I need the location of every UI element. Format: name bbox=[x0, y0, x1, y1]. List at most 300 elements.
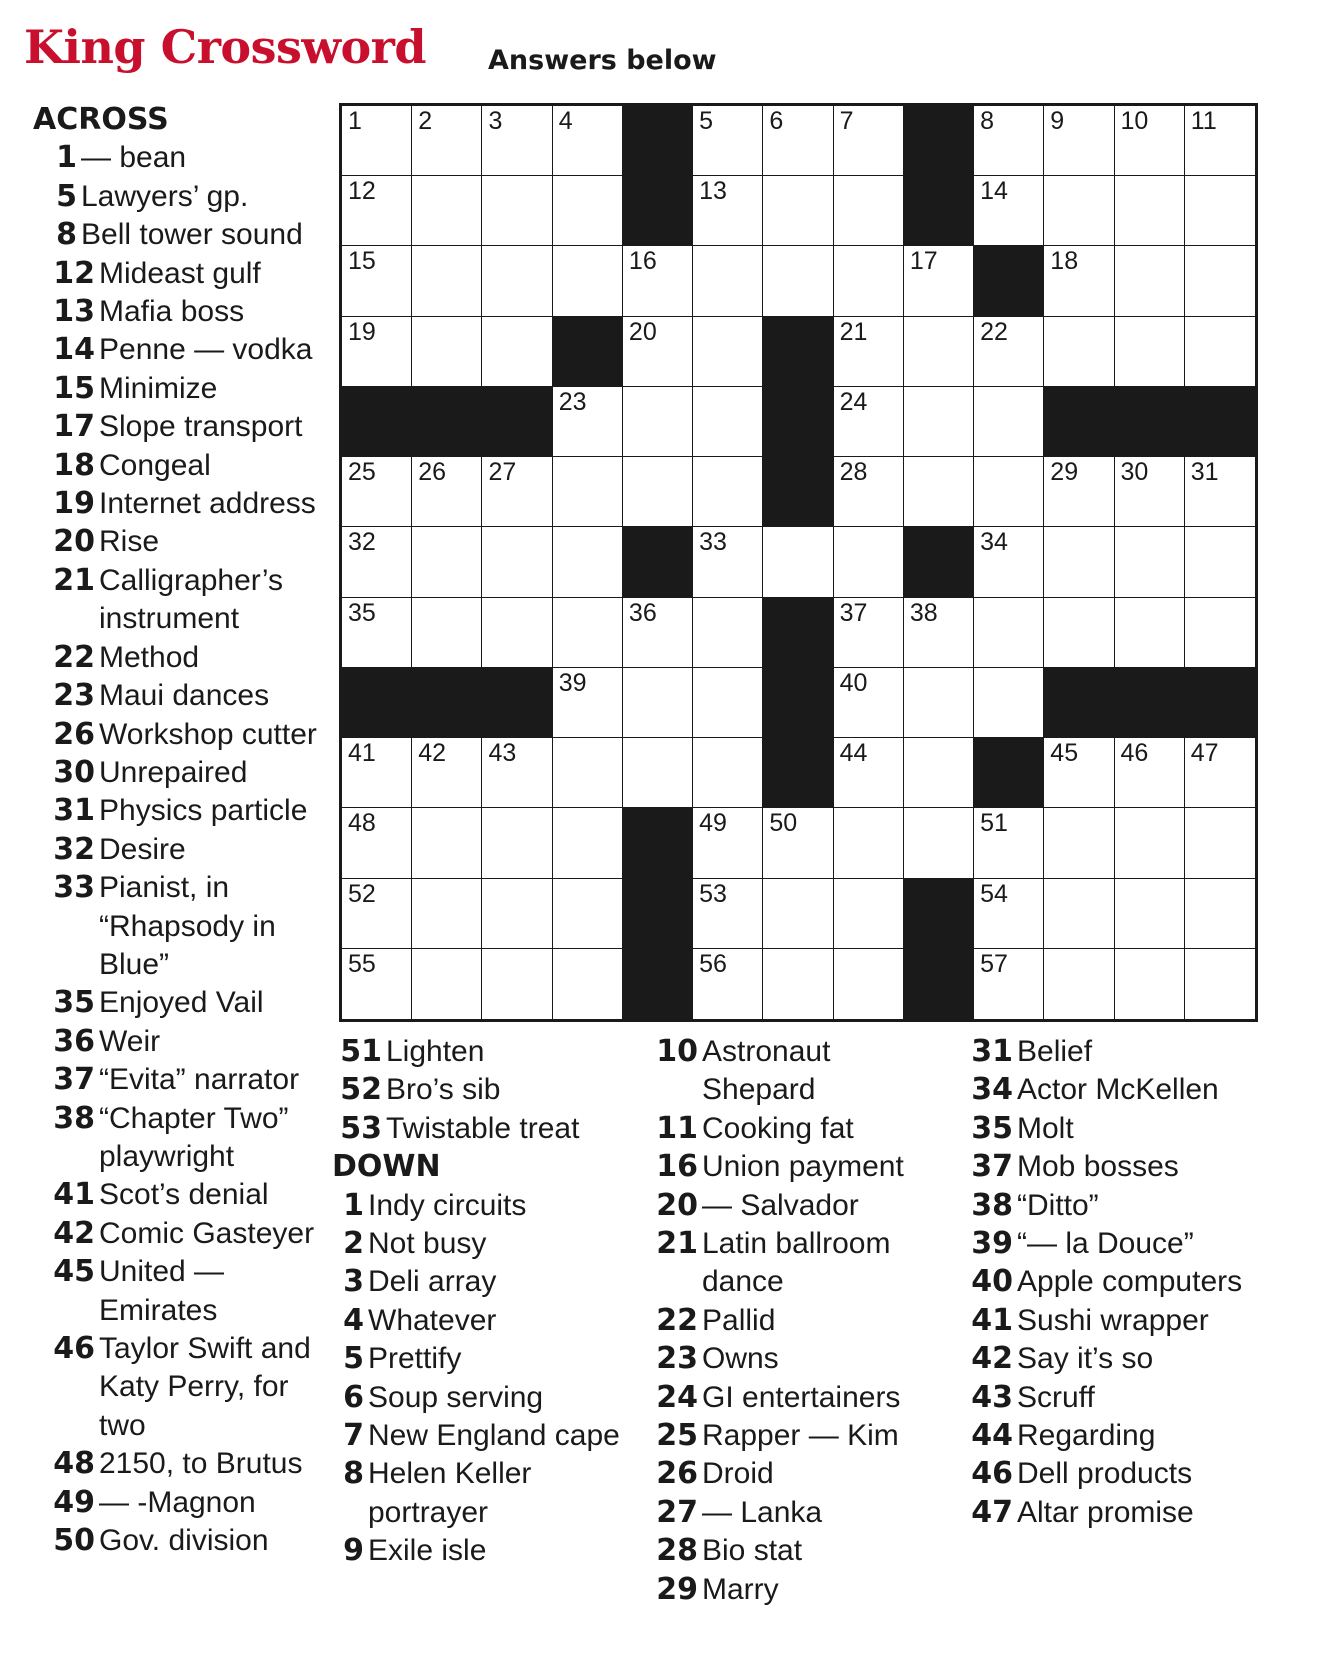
cell-number: 10 bbox=[1120, 107, 1149, 135]
clue-number: 11 bbox=[656, 1110, 698, 1146]
clue-text: “Evita” narrator bbox=[99, 1063, 300, 1097]
clue-item[interactable] bbox=[969, 1110, 1269, 1148]
cell-number: 23 bbox=[558, 387, 587, 416]
clue-item[interactable] bbox=[33, 984, 333, 1022]
cell-number: 11 bbox=[1190, 107, 1217, 135]
grid-cell[interactable] bbox=[1044, 317, 1114, 387]
clue-item[interactable] bbox=[654, 1417, 944, 1455]
grid-cell[interactable] bbox=[763, 176, 833, 246]
cell-number: 28 bbox=[839, 458, 868, 487]
grid-cell[interactable] bbox=[834, 387, 904, 457]
grid-cell[interactable] bbox=[693, 949, 763, 1019]
grid-cell[interactable] bbox=[1115, 527, 1185, 597]
grid-cell[interactable] bbox=[342, 598, 412, 668]
grid-cell[interactable] bbox=[553, 879, 623, 949]
clue-item[interactable] bbox=[654, 1532, 944, 1570]
black-square bbox=[342, 387, 412, 457]
grid-cell[interactable] bbox=[1115, 457, 1185, 527]
grid-cell[interactable] bbox=[553, 176, 623, 246]
grid-cell[interactable] bbox=[482, 246, 552, 316]
clue-item[interactable] bbox=[969, 1225, 1269, 1263]
clue-number: 45 bbox=[53, 1254, 95, 1290]
clue-text: Union payment bbox=[702, 1150, 904, 1184]
grid-cell[interactable] bbox=[412, 176, 482, 246]
grid-cell[interactable] bbox=[974, 668, 1044, 738]
grid-cell[interactable] bbox=[834, 598, 904, 668]
cell-number: 12 bbox=[348, 177, 376, 206]
across-heading: ACROSS bbox=[33, 102, 169, 137]
grid-cell[interactable] bbox=[974, 949, 1044, 1019]
grid-cell[interactable] bbox=[904, 246, 974, 316]
clue-item[interactable] bbox=[33, 293, 333, 331]
clue-item[interactable] bbox=[33, 1522, 333, 1560]
grid-cell[interactable] bbox=[1185, 808, 1255, 878]
grid-cell[interactable] bbox=[482, 176, 552, 246]
clue-text: — bean bbox=[81, 141, 187, 175]
clue-item[interactable] bbox=[33, 677, 333, 715]
grid-cell[interactable] bbox=[1115, 317, 1185, 387]
grid-cell[interactable] bbox=[693, 598, 763, 668]
grid-cell[interactable] bbox=[342, 527, 412, 597]
grid-cell[interactable] bbox=[553, 598, 623, 668]
page-subtitle: Answers below bbox=[488, 45, 717, 76]
clue-item[interactable] bbox=[654, 1148, 944, 1186]
grid-cell[interactable] bbox=[834, 738, 904, 808]
clue-number: 46 bbox=[53, 1331, 95, 1366]
clue-number: 51 bbox=[340, 1034, 382, 1069]
grid-cell[interactable] bbox=[1185, 527, 1255, 597]
clue-item[interactable] bbox=[33, 255, 333, 293]
grid-cell[interactable] bbox=[693, 387, 763, 457]
clue-item[interactable] bbox=[969, 1379, 1269, 1417]
clue-item[interactable] bbox=[654, 1455, 944, 1493]
clue-item[interactable] bbox=[33, 754, 333, 792]
grid-cell[interactable] bbox=[1115, 176, 1185, 246]
grid-cell[interactable] bbox=[834, 317, 904, 387]
grid-cell[interactable] bbox=[342, 317, 412, 387]
black-square bbox=[1115, 387, 1185, 457]
grid-cell[interactable] bbox=[834, 527, 904, 597]
clue-item[interactable] bbox=[33, 1215, 333, 1253]
grid-cell[interactable] bbox=[342, 879, 412, 949]
clue-item[interactable] bbox=[33, 1023, 333, 1061]
clue-item[interactable] bbox=[338, 1187, 628, 1225]
grid-cell[interactable] bbox=[693, 457, 763, 527]
grid-cell[interactable] bbox=[693, 527, 763, 597]
clue-item[interactable] bbox=[33, 1061, 333, 1099]
clue-text: Scruff bbox=[1017, 1380, 1095, 1414]
clue-item[interactable] bbox=[33, 447, 333, 485]
clue-item[interactable] bbox=[969, 1417, 1269, 1455]
grid-cell[interactable] bbox=[342, 738, 412, 808]
grid-cell[interactable] bbox=[482, 527, 552, 597]
clue-text: Minimize bbox=[99, 371, 218, 405]
cell-number: 56 bbox=[699, 949, 727, 978]
grid-cell[interactable] bbox=[904, 668, 974, 738]
grid-cell[interactable] bbox=[1115, 949, 1185, 1019]
clue-number: 25 bbox=[656, 1418, 698, 1454]
clue-number: 16 bbox=[656, 1149, 698, 1185]
clue-text: — Salvador bbox=[702, 1188, 859, 1222]
clue-number: 7 bbox=[343, 1418, 364, 1454]
clue-text: Lawyers’ gp. bbox=[81, 179, 249, 213]
clue-number: 30 bbox=[53, 754, 95, 790]
cell-number: 39 bbox=[558, 668, 587, 697]
clue-number: 20 bbox=[53, 524, 95, 560]
clue-text: Bell tower sound bbox=[81, 218, 303, 252]
clue-item[interactable] bbox=[654, 1379, 944, 1417]
clue-item[interactable] bbox=[33, 716, 333, 754]
cell-number: 26 bbox=[418, 458, 447, 487]
cell-number: 32 bbox=[348, 528, 376, 557]
cell-number: 46 bbox=[1120, 739, 1149, 768]
clue-item[interactable] bbox=[338, 1033, 628, 1071]
grid-cell[interactable] bbox=[1044, 879, 1114, 949]
clue-number: 8 bbox=[343, 1456, 364, 1492]
clue-item[interactable] bbox=[654, 1302, 944, 1340]
grid-cell[interactable] bbox=[1185, 176, 1255, 246]
grid-cell[interactable] bbox=[693, 317, 763, 387]
clue-number: 8 bbox=[56, 217, 77, 253]
grid-cell[interactable] bbox=[1185, 106, 1255, 176]
black-square bbox=[623, 176, 693, 246]
clue-column-down-3 bbox=[969, 1033, 1269, 1532]
grid-cell[interactable] bbox=[693, 246, 763, 316]
grid-cell[interactable] bbox=[763, 527, 833, 597]
clue-number: 48 bbox=[53, 1446, 95, 1482]
grid-cell[interactable] bbox=[482, 879, 552, 949]
clue-text: Droid bbox=[702, 1457, 774, 1491]
clue-item[interactable] bbox=[338, 1110, 628, 1148]
clue-number: 47 bbox=[971, 1494, 1013, 1530]
clue-text: Unrepaired bbox=[99, 755, 248, 789]
grid-cell[interactable] bbox=[763, 808, 833, 878]
grid-cell[interactable] bbox=[482, 106, 552, 176]
grid-cell[interactable] bbox=[974, 387, 1044, 457]
grid-cell[interactable] bbox=[763, 246, 833, 316]
grid-cell[interactable] bbox=[412, 527, 482, 597]
clue-text: Bio stat bbox=[702, 1534, 803, 1568]
clue-number: 21 bbox=[53, 562, 95, 598]
clue-text: Whatever bbox=[368, 1303, 497, 1337]
clue-number: 46 bbox=[971, 1456, 1013, 1492]
grid-cell[interactable] bbox=[1044, 176, 1114, 246]
clue-item[interactable] bbox=[969, 1033, 1269, 1071]
clue-item[interactable] bbox=[654, 1340, 944, 1378]
clue-text: Prettify bbox=[368, 1342, 462, 1376]
grid-cell[interactable] bbox=[623, 738, 693, 808]
grid-cell[interactable] bbox=[1115, 808, 1185, 878]
grid-cell[interactable] bbox=[693, 668, 763, 738]
clue-text: — -Magnon bbox=[99, 1485, 256, 1519]
clue-item[interactable] bbox=[33, 523, 333, 561]
grid-cell[interactable] bbox=[623, 246, 693, 316]
clue-number: 5 bbox=[343, 1341, 364, 1377]
clue-text: Maui dances bbox=[99, 679, 270, 713]
grid-cell[interactable] bbox=[1115, 106, 1185, 176]
clue-item[interactable] bbox=[338, 1302, 628, 1340]
clue-text: Enjoyed Vail bbox=[99, 986, 264, 1020]
clue-number: 27 bbox=[656, 1494, 698, 1530]
grid-cell[interactable] bbox=[412, 246, 482, 316]
clue-text: Physics particle bbox=[99, 794, 308, 828]
grid-cell[interactable] bbox=[834, 879, 904, 949]
clue-text: Molt bbox=[1017, 1111, 1074, 1145]
clue-number: 34 bbox=[971, 1072, 1013, 1108]
clue-item[interactable] bbox=[654, 1187, 944, 1225]
grid-cell[interactable] bbox=[553, 457, 623, 527]
clue-number: 41 bbox=[971, 1302, 1013, 1338]
grid-cell[interactable] bbox=[974, 317, 1044, 387]
grid-cell[interactable] bbox=[482, 317, 552, 387]
grid-cell[interactable] bbox=[482, 598, 552, 668]
clue-text: — Lanka bbox=[702, 1495, 823, 1529]
grid-cell[interactable] bbox=[623, 387, 693, 457]
grid-cell[interactable] bbox=[412, 808, 482, 878]
grid-cell[interactable] bbox=[1044, 949, 1114, 1019]
cell-number: 29 bbox=[1050, 458, 1079, 487]
cell-number: 6 bbox=[769, 107, 784, 135]
grid-cell[interactable] bbox=[693, 879, 763, 949]
clue-item[interactable] bbox=[338, 1532, 628, 1570]
grid-cell[interactable] bbox=[1185, 457, 1255, 527]
grid-cell[interactable] bbox=[834, 457, 904, 527]
grid-cell[interactable] bbox=[412, 106, 482, 176]
grid-cell[interactable] bbox=[1044, 246, 1114, 316]
clue-item[interactable] bbox=[33, 1484, 333, 1522]
grid-cell[interactable] bbox=[904, 317, 974, 387]
grid-cell[interactable] bbox=[553, 808, 623, 878]
clue-item[interactable] bbox=[969, 1071, 1269, 1109]
grid-cell[interactable] bbox=[1044, 457, 1114, 527]
clue-text: Apple computers bbox=[1017, 1265, 1243, 1299]
clue-item[interactable] bbox=[33, 408, 333, 446]
grid-cell[interactable] bbox=[412, 598, 482, 668]
grid-cell[interactable] bbox=[763, 106, 833, 176]
grid-cell[interactable] bbox=[412, 457, 482, 527]
cell-number: 49 bbox=[699, 809, 727, 838]
clue-text: Deli array bbox=[368, 1265, 497, 1299]
clue-item[interactable] bbox=[338, 1455, 628, 1532]
clue-item[interactable] bbox=[654, 1494, 944, 1532]
clue-item[interactable] bbox=[338, 1340, 628, 1378]
cell-number: 54 bbox=[980, 879, 1008, 908]
grid-cell[interactable] bbox=[623, 317, 693, 387]
black-square bbox=[623, 527, 693, 597]
cell-number: 25 bbox=[348, 458, 376, 487]
black-square bbox=[623, 106, 693, 176]
clue-item[interactable] bbox=[33, 869, 333, 984]
clue-text: “Chapter Two” playwright bbox=[99, 1101, 289, 1173]
clue-item[interactable] bbox=[33, 1253, 333, 1330]
grid-cell[interactable] bbox=[904, 598, 974, 668]
grid-cell[interactable] bbox=[553, 668, 623, 738]
grid-cell[interactable] bbox=[834, 246, 904, 316]
cell-number: 38 bbox=[909, 598, 938, 627]
clue-item[interactable] bbox=[338, 1071, 628, 1109]
grid-cell[interactable] bbox=[974, 598, 1044, 668]
grid-cell[interactable] bbox=[1115, 246, 1185, 316]
cell-number: 19 bbox=[348, 317, 376, 346]
grid-cell[interactable] bbox=[693, 808, 763, 878]
grid-cell[interactable] bbox=[482, 808, 552, 878]
clue-item[interactable] bbox=[338, 1417, 628, 1455]
clue-item[interactable] bbox=[654, 1033, 944, 1110]
grid-cell[interactable] bbox=[763, 949, 833, 1019]
grid-cell[interactable] bbox=[1185, 949, 1255, 1019]
black-square bbox=[553, 317, 623, 387]
grid-cell[interactable] bbox=[623, 668, 693, 738]
clue-text: Workshop cutter bbox=[99, 717, 317, 751]
grid-cell[interactable] bbox=[553, 738, 623, 808]
grid-cell[interactable] bbox=[623, 598, 693, 668]
grid-cell[interactable] bbox=[342, 457, 412, 527]
clue-item[interactable] bbox=[969, 1148, 1269, 1186]
clue-item[interactable] bbox=[338, 1379, 628, 1417]
grid-cell[interactable] bbox=[904, 738, 974, 808]
clue-number: 29 bbox=[656, 1571, 698, 1607]
cell-number: 8 bbox=[980, 107, 994, 135]
clue-item[interactable] bbox=[33, 639, 333, 677]
clue-item[interactable] bbox=[969, 1263, 1269, 1301]
clue-number: 22 bbox=[53, 639, 95, 675]
clue-item[interactable] bbox=[338, 1263, 628, 1301]
grid-cell[interactable] bbox=[974, 457, 1044, 527]
clue-item[interactable] bbox=[969, 1187, 1269, 1225]
clue-item[interactable] bbox=[969, 1455, 1269, 1493]
clue-item[interactable] bbox=[33, 331, 333, 369]
clue-number: 23 bbox=[53, 678, 95, 714]
clue-text: Mafia boss bbox=[99, 295, 245, 329]
clue-item[interactable] bbox=[33, 562, 333, 639]
clue-number: 32 bbox=[53, 831, 95, 867]
grid-cell[interactable] bbox=[834, 176, 904, 246]
clue-item[interactable] bbox=[33, 485, 333, 523]
clue-item[interactable] bbox=[33, 178, 333, 216]
clue-item[interactable] bbox=[969, 1302, 1269, 1340]
clue-number: 9 bbox=[343, 1533, 364, 1569]
clue-text: 2150, to Brutus bbox=[99, 1447, 303, 1481]
clue-item[interactable] bbox=[969, 1494, 1269, 1532]
grid-cell[interactable] bbox=[1115, 598, 1185, 668]
grid-cell[interactable] bbox=[342, 246, 412, 316]
clue-item[interactable] bbox=[33, 1445, 333, 1483]
clue-number: 3 bbox=[343, 1264, 364, 1300]
grid-cell[interactable] bbox=[904, 457, 974, 527]
grid-cell[interactable] bbox=[1044, 527, 1114, 597]
grid-cell[interactable] bbox=[834, 949, 904, 1019]
grid-cell[interactable] bbox=[763, 879, 833, 949]
grid-cell[interactable] bbox=[412, 879, 482, 949]
grid-cell[interactable] bbox=[974, 527, 1044, 597]
cell-number: 33 bbox=[699, 528, 727, 557]
clue-text: Taylor Swift and Katy Perry, for two bbox=[99, 1332, 311, 1442]
grid-cell[interactable] bbox=[1044, 106, 1114, 176]
clue-item[interactable] bbox=[33, 370, 333, 408]
clue-item[interactable] bbox=[33, 1100, 333, 1177]
grid-cell[interactable] bbox=[482, 738, 552, 808]
grid-cell[interactable] bbox=[342, 949, 412, 1019]
cell-number: 16 bbox=[628, 247, 657, 276]
grid-cell[interactable] bbox=[1115, 879, 1185, 949]
grid-cell[interactable] bbox=[974, 808, 1044, 878]
grid-cell[interactable] bbox=[1185, 246, 1255, 316]
clue-item[interactable] bbox=[654, 1225, 944, 1302]
grid-cell[interactable] bbox=[974, 106, 1044, 176]
grid-cell[interactable] bbox=[693, 106, 763, 176]
cell-number: 27 bbox=[488, 458, 517, 487]
grid-cell[interactable] bbox=[412, 949, 482, 1019]
clue-number: 35 bbox=[971, 1110, 1013, 1146]
clue-item[interactable] bbox=[33, 792, 333, 830]
grid-cell[interactable] bbox=[1044, 598, 1114, 668]
grid-cell[interactable] bbox=[412, 317, 482, 387]
black-square bbox=[974, 738, 1044, 808]
clue-number: 52 bbox=[340, 1072, 382, 1108]
grid-cell[interactable] bbox=[553, 106, 623, 176]
clue-text: Twistable treat bbox=[386, 1111, 580, 1145]
grid-cell[interactable] bbox=[1185, 738, 1255, 808]
clue-text: “— la Douce” bbox=[1017, 1227, 1194, 1261]
grid-cell[interactable] bbox=[482, 457, 552, 527]
grid-cell[interactable] bbox=[1044, 808, 1114, 878]
clue-item[interactable] bbox=[654, 1571, 944, 1609]
clue-text: Method bbox=[99, 640, 200, 674]
clue-number: 42 bbox=[971, 1341, 1013, 1377]
clue-item[interactable] bbox=[33, 1330, 333, 1445]
grid-cell[interactable] bbox=[412, 738, 482, 808]
grid-cell[interactable] bbox=[1115, 738, 1185, 808]
grid-cell[interactable] bbox=[1185, 879, 1255, 949]
grid-cell[interactable] bbox=[1185, 598, 1255, 668]
clue-item[interactable] bbox=[33, 139, 333, 177]
grid-cell[interactable] bbox=[834, 808, 904, 878]
grid-cell[interactable] bbox=[693, 738, 763, 808]
clue-item[interactable] bbox=[654, 1110, 944, 1148]
grid-cell[interactable] bbox=[834, 106, 904, 176]
grid-cell[interactable] bbox=[342, 808, 412, 878]
grid-cell[interactable] bbox=[553, 387, 623, 457]
grid-cell[interactable] bbox=[1185, 317, 1255, 387]
black-square bbox=[1185, 668, 1255, 738]
grid-cell[interactable] bbox=[342, 176, 412, 246]
clue-item[interactable] bbox=[33, 831, 333, 869]
grid-cell[interactable] bbox=[342, 106, 412, 176]
clue-number: 53 bbox=[340, 1110, 382, 1146]
grid-cell[interactable] bbox=[553, 949, 623, 1019]
cell-number: 22 bbox=[980, 317, 1008, 346]
clue-item[interactable] bbox=[33, 1176, 333, 1214]
grid-cell[interactable] bbox=[904, 808, 974, 878]
clue-text: Lighten bbox=[386, 1035, 485, 1068]
grid-cell[interactable] bbox=[974, 176, 1044, 246]
grid-cell[interactable] bbox=[904, 387, 974, 457]
grid-cell[interactable] bbox=[623, 457, 693, 527]
cell-number: 45 bbox=[1050, 739, 1079, 768]
clue-item[interactable] bbox=[969, 1340, 1269, 1378]
grid-cell[interactable] bbox=[974, 879, 1044, 949]
clue-item[interactable] bbox=[338, 1225, 628, 1263]
black-square bbox=[763, 668, 833, 738]
black-square bbox=[412, 387, 482, 457]
grid-cell[interactable] bbox=[553, 246, 623, 316]
grid-cell[interactable] bbox=[553, 527, 623, 597]
clue-item[interactable] bbox=[33, 216, 333, 254]
grid-cell[interactable] bbox=[1044, 738, 1114, 808]
grid-cell[interactable] bbox=[482, 949, 552, 1019]
grid-cell[interactable] bbox=[693, 176, 763, 246]
grid-cell[interactable] bbox=[834, 668, 904, 738]
